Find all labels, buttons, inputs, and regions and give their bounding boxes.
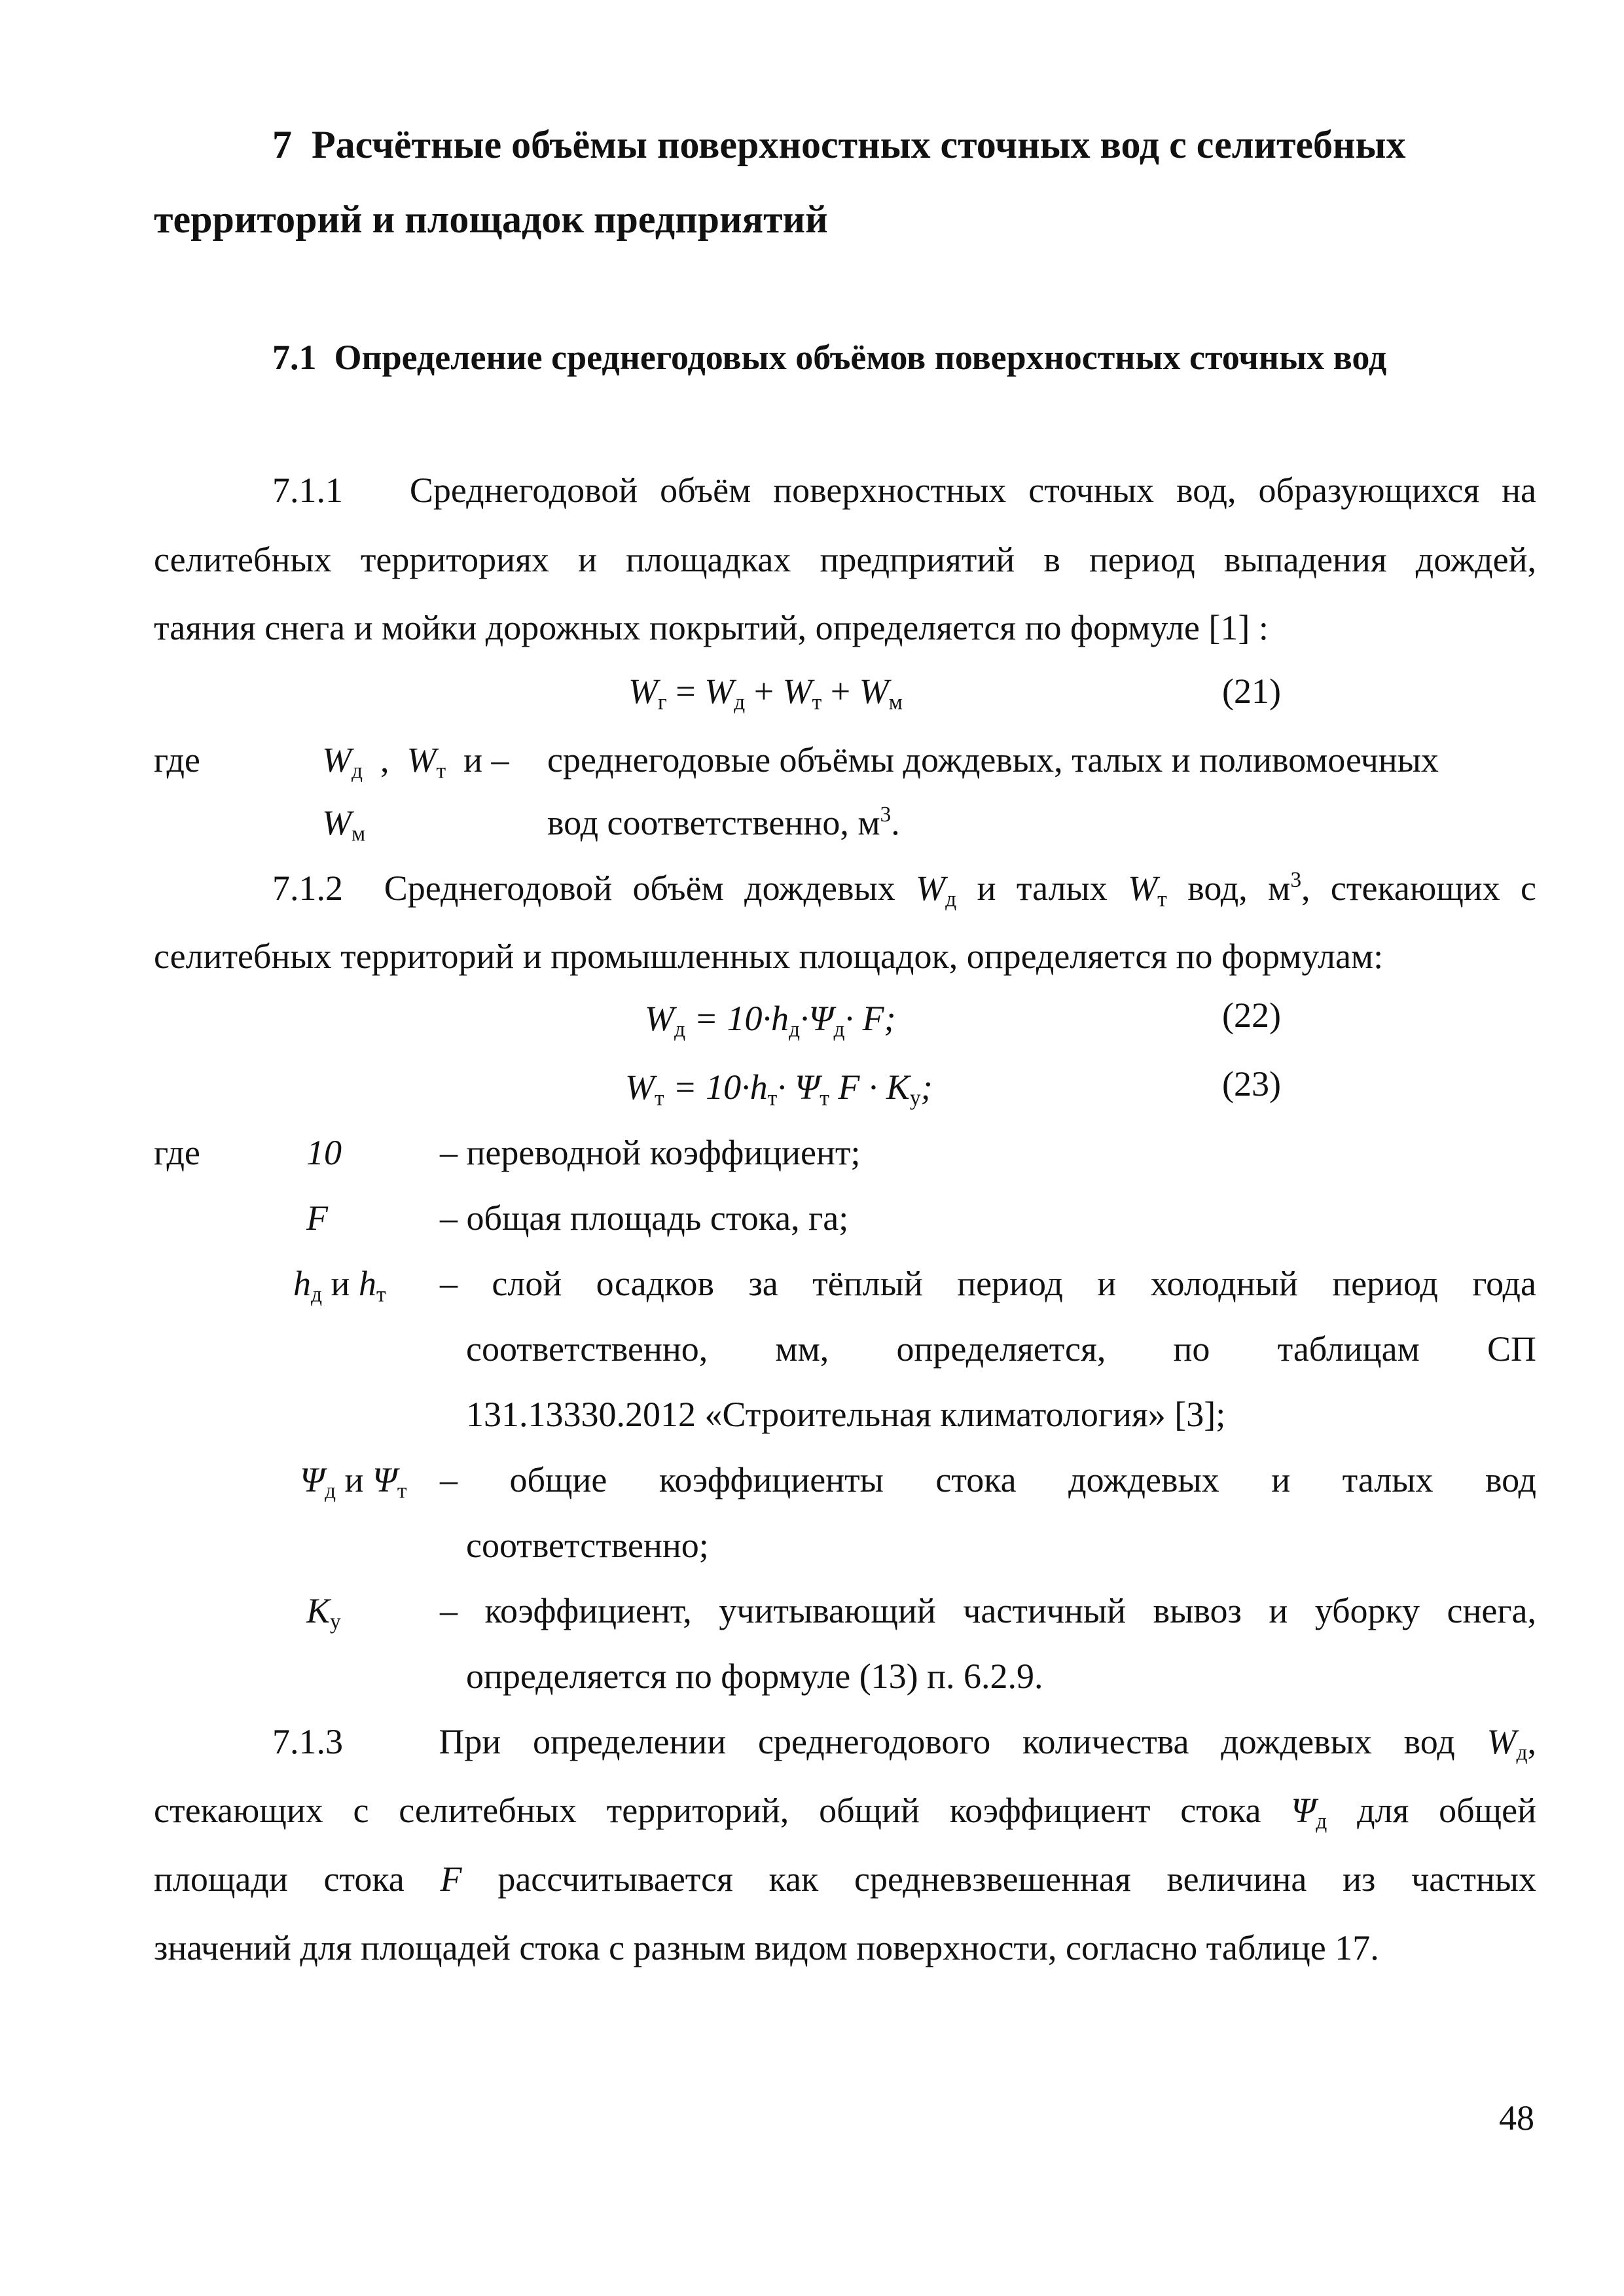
where1-desc2: вод соответственно, $м^3$. xyxy=(547,802,900,843)
where2-desc-f: – общая площадь стока, га; xyxy=(440,1198,849,1238)
paragraph-713-line4: значений для площадей стока с разным видом поверхности, согласно таблице 17. xyxy=(154,1928,1379,1967)
formula-21: $W_г = W_д + W_т + W_м$ xyxy=(628,672,903,715)
chapter-number: 7 xyxy=(272,123,292,166)
paragraph-711-line2 xyxy=(154,539,1536,580)
where2-desc-h3: 131.13330.2012 «Строительная климатология» [3]; xyxy=(466,1395,1226,1434)
page-number: 48 xyxy=(1499,2098,1534,2138)
where2-desc-10: – переводной коэффициент; xyxy=(440,1133,861,1172)
section-number: 7.1 xyxy=(272,338,317,377)
chapter-title-line1: Расчётные объёмы поверхностных сточных вод с селитебных xyxy=(312,123,1406,166)
where2-sym-10: 10 xyxy=(306,1133,342,1172)
where2-desc-h1: – слой осадков за тёплый период и холодный период года xyxy=(440,1264,1536,1303)
where2-desc-h2: соответственно, мм, определяется, по таблицам СП xyxy=(466,1329,1536,1369)
where2-sym-h: $h_д$ и $h_т$ xyxy=(293,1264,386,1307)
paragraph-713-line1: 7.1.3 При определении среднегодового количества дождевых вод $W_д$, xyxy=(272,1722,1536,1765)
paragraph-number: 7.1.1 xyxy=(272,471,343,510)
paragraph-712-line2: селитебных территорий и промышленных площадок, определяется по формулам: xyxy=(154,937,1384,976)
paragraph-text: Среднегодовой объём поверхностных сточных вод, образующихся на xyxy=(409,471,1536,510)
chapter-title-line2: территорий и площадок предприятий xyxy=(154,198,828,241)
where2-sym-psi: $\Psi_д$ и $\Psi_т$ xyxy=(300,1460,407,1503)
paragraph-711-line1 xyxy=(272,470,1536,511)
paragraph-712-line1: 7.1.2 Среднегодовой объём дождевых $W_д$ и талых $W_т$ вод, $м^3$, стекающих с xyxy=(272,868,1537,912)
where2-desc-k1: – коэффициент, учитывающий частичный вывоз и уборку снега, xyxy=(440,1591,1536,1630)
section-heading xyxy=(272,337,1386,378)
where1-symbols: $W_д$ , $W_т$ и – xyxy=(322,740,509,783)
paragraph-text: селитебных территориях и площадках предприятий в период выпадения дождей, xyxy=(154,540,1536,579)
where2-desc-k2: определяется по формуле (13) п. 6.2.9. xyxy=(466,1657,1043,1696)
where2-sym-f: F xyxy=(306,1198,328,1238)
chapter-heading-line2 xyxy=(154,177,828,262)
paragraph-713-line3: площади стока F рассчитывается как средневзвешенная величина из частных xyxy=(154,1859,1537,1899)
formula-22-number: (22) xyxy=(1222,996,1281,1035)
formula-23: $W_т = 10\cdot h_т\cdot \Psi_т$ $F \cdot K_у$; xyxy=(625,1067,933,1111)
where2-desc-psi2: соответственно; xyxy=(466,1526,709,1565)
where1-desc1: среднегодовые объёмы дождевых, талых и поливомоечных xyxy=(547,740,1439,780)
section-title: Определение среднегодовых объёмов поверхностных сточных вод xyxy=(334,338,1387,377)
chapter-heading-line1 xyxy=(272,102,1405,187)
formula-21-number: (21) xyxy=(1222,672,1281,711)
where-label-2: где xyxy=(154,1133,200,1172)
where-label-1: где xyxy=(154,740,200,780)
paragraph-text: таяния снега и мойки дорожных покрытий, определяется по формуле [1] : xyxy=(154,608,1269,647)
paragraph-711-line3 xyxy=(154,607,1536,648)
where1-symbol-wm: $W_м$ xyxy=(322,803,366,846)
paragraph-713-line2: стекающих с селитебных территорий, общий коэффициент стока $\Psi_д$ для общей xyxy=(154,1791,1537,1834)
formula-23-number: (23) xyxy=(1222,1064,1281,1103)
formula-22: $W_д = 10\cdot h_д\cdot\Psi_д\cdot F$; xyxy=(645,999,896,1042)
where2-desc-psi1: – общие коэффициенты стока дождевых и талых вод xyxy=(440,1460,1536,1499)
where2-sym-k: $K_у$ xyxy=(306,1591,341,1634)
